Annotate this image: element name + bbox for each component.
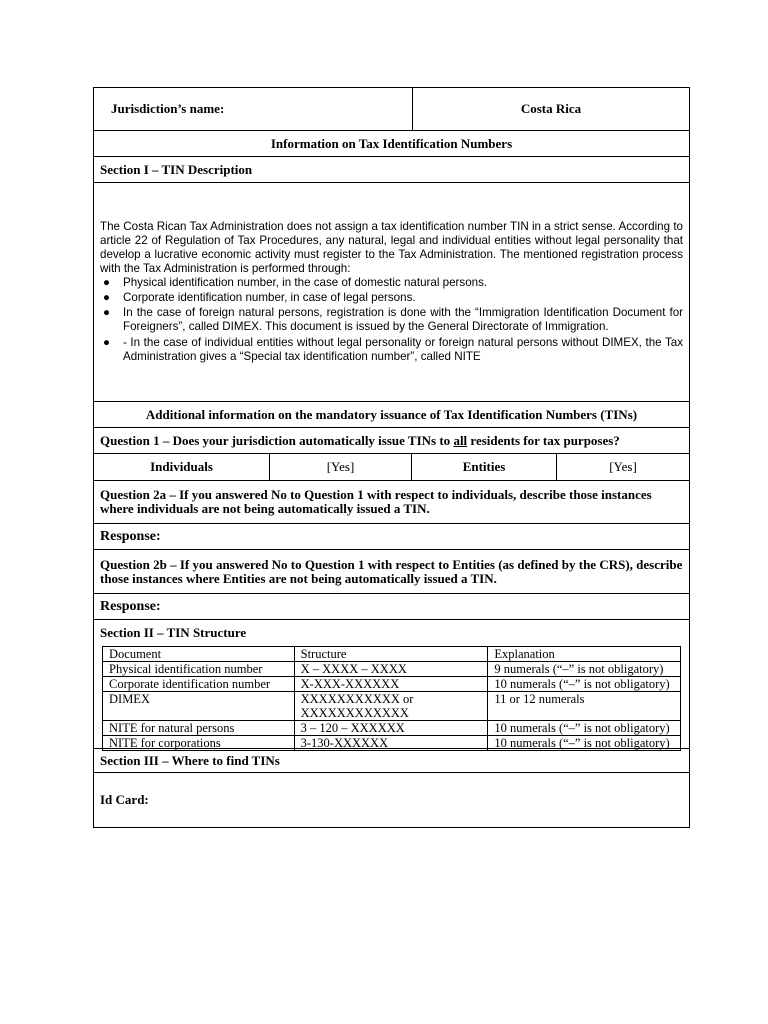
additional-heading-row — [94, 402, 689, 428]
tin-structure-table-row — [94, 646, 689, 749]
table-row — [103, 721, 681, 736]
jurisdiction-value: Costa Rica — [412, 88, 689, 130]
section3-heading: Section III – Where to find TINs — [100, 752, 280, 768]
bullet-icon: ● — [103, 291, 111, 304]
table-row — [103, 677, 681, 692]
question2b-text: Question 2b – If you answered No to Question 1 with respect to Entities (as defined by the CRS), describe those instances where Entities are not being automatically issued a TIN. — [100, 556, 683, 586]
question1-row — [94, 428, 689, 454]
bullet-icon: ● — [103, 276, 111, 289]
tin-document — [93, 87, 690, 828]
table-cell: 3 – 120 – XXXXXX — [294, 721, 488, 736]
question1-emphasis: all — [453, 432, 468, 448]
id-card-row — [94, 773, 689, 827]
column-header: Structure — [294, 647, 488, 662]
title-row — [94, 131, 689, 157]
page-title: Information on Tax Identification Numbers — [270, 135, 513, 151]
table-header-row — [103, 647, 681, 662]
individuals-answer: [Yes] — [269, 454, 411, 480]
table-cell: NITE for natural persons — [103, 721, 295, 736]
additional-heading: Additional information on the mandatory issuance of Tax Identification Numbers (TINs) — [145, 406, 638, 422]
response-b-row — [94, 594, 689, 620]
response-a-label: Response: — [100, 528, 161, 544]
table-cell: DIMEX — [103, 692, 295, 721]
q1-answers-row — [94, 454, 689, 481]
question2a-text: Question 2a – If you answered No to Question 1 with respect to individuals, describe those instances where individuals are not being automatically issued a TIN. — [100, 487, 652, 516]
individuals-label: Individuals — [150, 459, 213, 474]
list-item: ● Corporate identification number, in case of legal persons. — [103, 291, 416, 304]
table-cell: 10 numerals (“–” is not obligatory) — [488, 721, 681, 736]
section3-heading-row — [94, 749, 689, 773]
table-cell: 10 numerals (“–” is not obligatory) — [488, 677, 681, 692]
list-item: ● In the case of foreign natural persons, registration is done with the “Immigration Identification Document for Foreigners”, called DIMEX. This document is issued by the General Directorate of Immigration. — [103, 306, 683, 333]
question2a-row — [94, 481, 689, 524]
section1-heading-row — [94, 157, 689, 183]
entities-label: Entities — [411, 454, 556, 480]
bullet-icon: ● — [103, 306, 111, 319]
response-b-label: Response: — [100, 598, 161, 614]
question1-text: Question 1 – Does your jurisdiction automatically issue TINs to all residents for tax purposes? — [100, 432, 620, 448]
column-header: Document — [103, 647, 295, 662]
table-cell: X – XXXX – XXXX — [294, 662, 488, 677]
entities-answer: [Yes] — [556, 454, 689, 480]
table-row — [103, 692, 681, 721]
list-item: ● - In the case of individual entities without legal personality or foreign natural persons without DIMEX, the Tax Administration gives a “Special tax identification number”, called NITE — [103, 336, 683, 363]
table-cell: X-XXX-XXXXXX — [294, 677, 488, 692]
tin-registration-list — [100, 276, 683, 364]
table-cell: Corporate identification number — [103, 677, 295, 692]
section1-heading: Section I – TIN Description — [100, 161, 253, 177]
table-cell: 10 numerals (“–” is not obligatory) — [488, 736, 681, 751]
response-a-row — [94, 524, 689, 550]
list-item: ● Physical identification number, in the case of domestic natural persons. — [103, 276, 488, 289]
table-cell: 3-130-XXXXXX — [294, 736, 488, 751]
table-cell: NITE for corporations — [103, 736, 295, 751]
table-cell: 11 or 12 numerals — [488, 692, 681, 721]
column-header: Explanation — [488, 647, 681, 662]
section1-description — [94, 183, 689, 402]
table-cell: 9 numerals (“–” is not obligatory) — [488, 662, 681, 677]
table-cell: XXXXXXXXXXX or XXXXXXXXXXXX — [294, 692, 488, 721]
section1-intro: The Costa Rican Tax Administration does not assign a tax identification number TIN in a strict sense. According to article 22 of Regulation of Tax Procedures, any natural, legal and individual entities without legal personality that develop a lucrative economic activity must register to the Tax Administration. The mentioned registration process with the Tax Administration is performed through: — [100, 220, 683, 275]
tin-structure-table — [102, 646, 681, 751]
section2-heading-row — [94, 620, 689, 646]
table-row — [103, 662, 681, 677]
id-card-label: Id Card: — [100, 792, 149, 807]
section2-heading: Section II – TIN Structure — [100, 625, 247, 640]
jurisdiction-row — [94, 88, 689, 131]
table-cell: Physical identification number — [103, 662, 295, 677]
question2b-row — [94, 550, 689, 594]
jurisdiction-label: Jurisdiction’s name: — [111, 101, 225, 116]
bullet-icon: ● — [103, 336, 111, 349]
